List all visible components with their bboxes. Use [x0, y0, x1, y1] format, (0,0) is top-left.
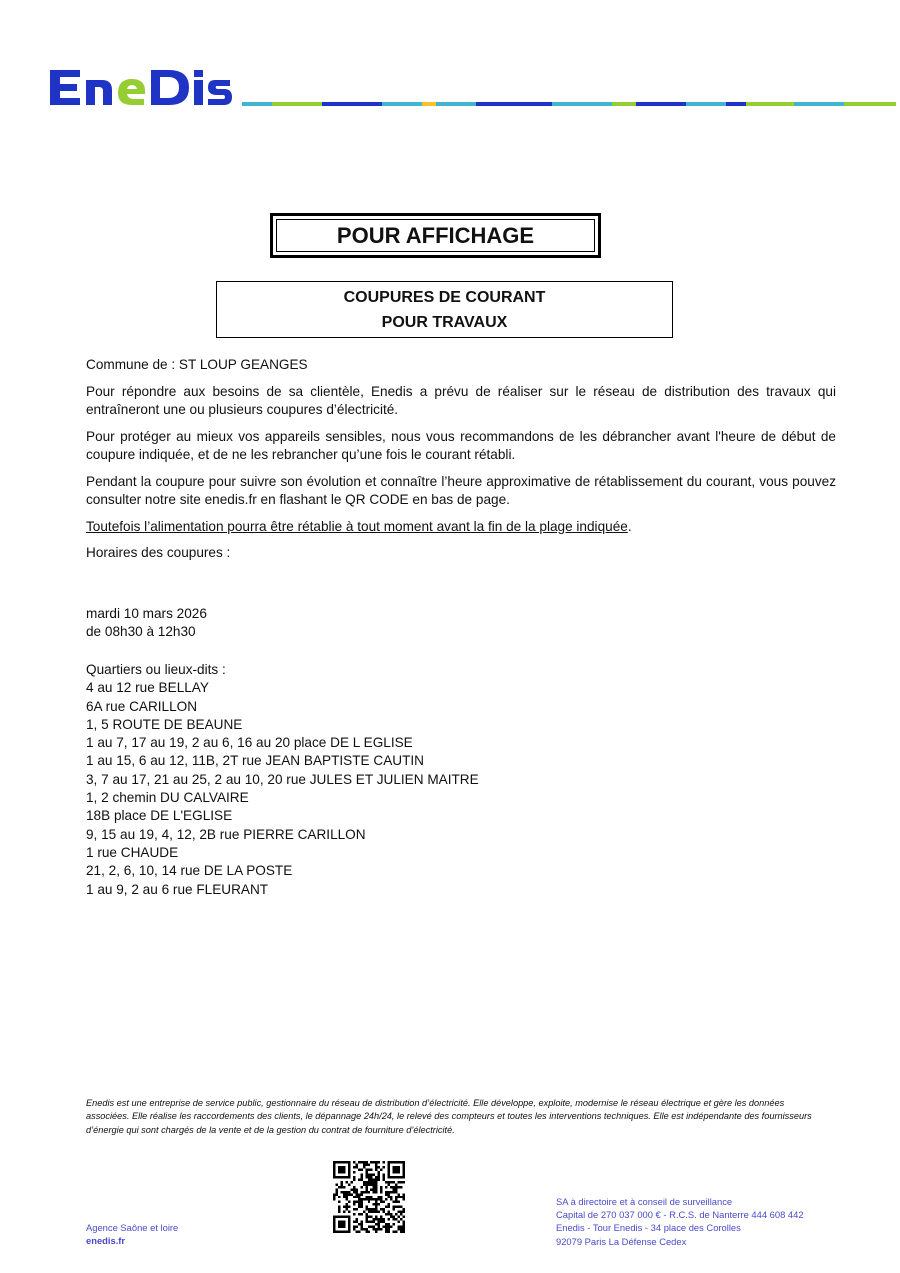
paragraph-4: Toutefois l’alimentation pourra être rétablie à tout moment avant la fin de la plage indiquée. [86, 518, 632, 534]
legal-line: SA à directoire et à conseil de surveillance [556, 1196, 733, 1207]
legal-block [556, 1195, 804, 1248]
quartiers-block [86, 661, 479, 899]
header-stripe [242, 102, 896, 106]
list-item: 21, 2, 6, 10, 14 rue DE LA POSTE [86, 863, 293, 879]
paragraph-3: Pendant la coupure pour suivre son évolution et connaître l’heure approximative de rétablissement du courant, vous pouvez consulter notre site enedis.fr en flashant le QR CODE en bas de page. [86, 473, 836, 507]
paragraph-1: Pour répondre aux besoins de sa clientèle, Enedis a prévu de réaliser sur le réseau de distribution des travaux qui entraîneront une ou plusieurs coupures d’électricité. [86, 383, 836, 417]
horaires-label: Horaires des coupures : [86, 545, 231, 560]
list-item: 3, 7 au 17, 21 au 25, 2 au 10, 20 rue JULES ET JULIEN MAITRE [86, 771, 479, 787]
coupures-line1: COUPURES DE COURANT [343, 288, 546, 306]
paragraph-2: Pour protéger au mieux vos appareils sensibles, nous vous recommandons de les débrancher avant l'heure de début de coupure indiquée, et de ne les rebrancher qu’une fois le courant rétabli. [86, 428, 836, 462]
site-link[interactable]: enedis.fr [86, 1235, 126, 1246]
list-item: 6A rue CARILLON [86, 698, 198, 714]
legal-line: Capital de 270 037 000 € - R.C.S. de Nanterre 444 608 442 [556, 1209, 804, 1221]
commune-line: Commune de : ST LOUP GEANGES [86, 357, 308, 372]
quartiers-label: Quartiers ou lieux-dits : [86, 662, 226, 677]
schedule-date: mardi 10 mars 2026 [86, 606, 207, 621]
footer-note: Enedis est une entreprise de service public, gestionnaire du réseau de distribution d’électricité. Elle développe, exploite, modernise le réseau électrique et gère les données associées. Elle réalise les raccordements des clients, le dépannage 24h/24, le relevé des compteurs et toutes les interventions techniques. Elle est indépendante des fournisseurs d’énergie qui sont chargés de la vente et de la gestion du contrat de fourniture d’électricité. [86, 1098, 812, 1135]
list-item: 1 au 9, 2 au 6 rue FLEURANT [86, 881, 269, 897]
schedule-time: de 08h30 à 12h30 [86, 624, 196, 640]
legal-line: Enedis - Tour Enedis - 34 place des Corolles [556, 1222, 741, 1234]
coupures-box [216, 281, 673, 338]
list-item: 4 au 12 rue BELLAY [86, 680, 209, 696]
list-item: 1, 2 chemin DU CALVAIRE [86, 790, 249, 806]
enedis-logo [44, 66, 234, 108]
affichage-box [270, 213, 601, 258]
list-item: 1 rue CHAUDE [86, 844, 179, 860]
underlined-notice: Toutefois l’alimentation pourra être rétablie à tout moment avant la fin de la plage indiquée [86, 518, 628, 534]
list-item: 1 au 15, 6 au 12, 11B, 2T rue JEAN BAPTISTE CAUTIN [86, 753, 424, 769]
qr-code[interactable] [333, 1161, 405, 1238]
notice-body [86, 356, 836, 571]
schedule-block [86, 605, 207, 642]
agence-name: Agence Saône et loire [86, 1222, 179, 1233]
list-item: 1, 5 ROUTE DE BEAUNE [86, 716, 243, 732]
list-item: 18B place DE L'EGLISE [86, 808, 233, 824]
list-item: 9, 15 au 19, 4, 12, 2B rue PIERRE CARILLON [86, 826, 366, 842]
legal-line: 92079 Paris La Défense Cedex [556, 1235, 687, 1247]
affichage-title: POUR AFFICHAGE [276, 219, 595, 252]
coupures-line2: POUR TRAVAUX [381, 313, 508, 331]
list-item: 1 au 7, 17 au 19, 2 au 6, 16 au 20 place DE L EGLISE [86, 735, 413, 751]
agence-block [86, 1221, 178, 1247]
